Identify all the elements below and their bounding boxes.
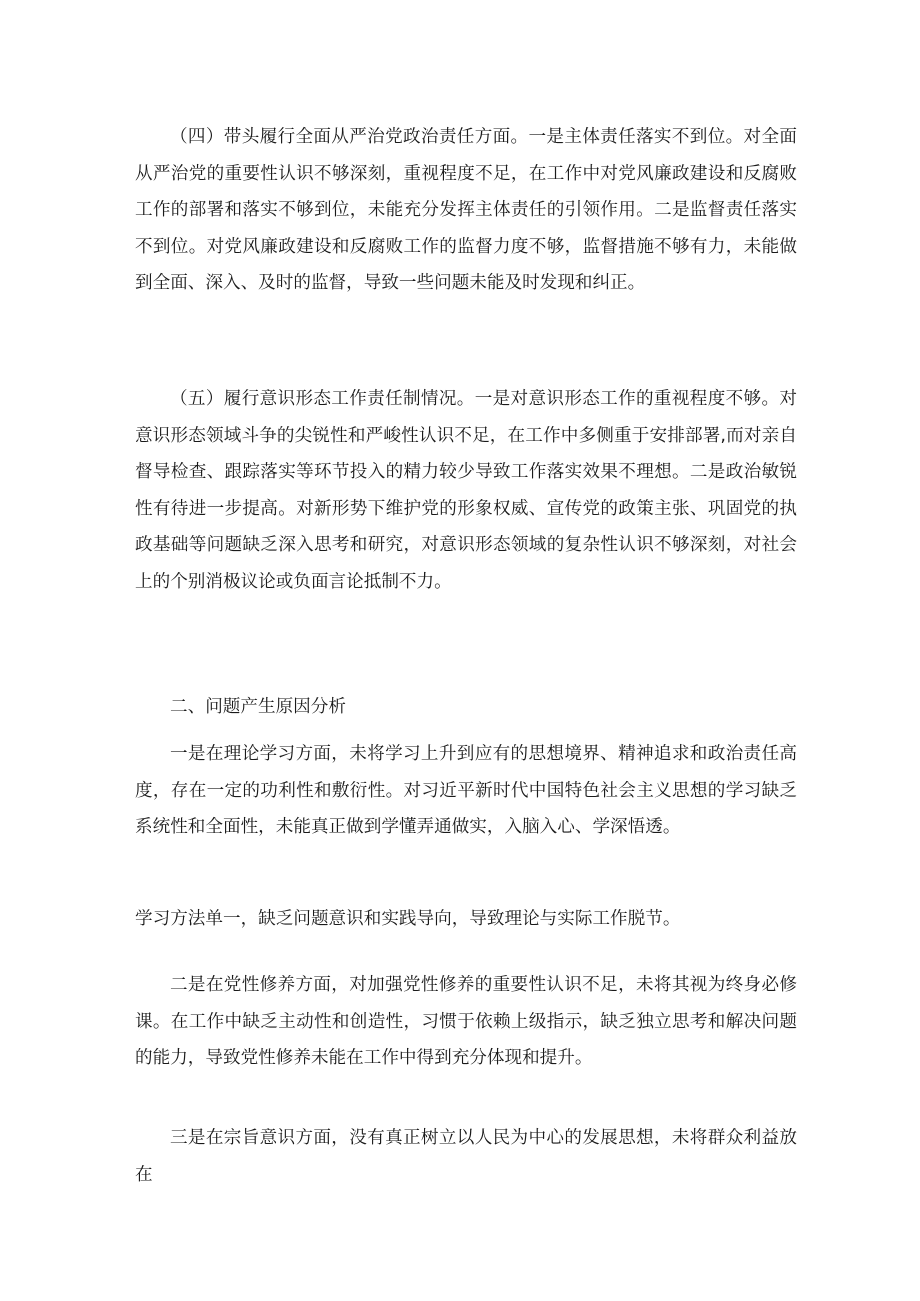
paragraph-theory-study: 一是在理论学习方面，未将学习上升到应有的思想境界、精神追求和政治责任高度，存在一定的功利性和敷衍性。对习近平新时代中国特色社会主义思想的学习缺乏系统性和全面性，未能真正做到学懂弄通做实，入脑入心、学深悟透。 <box>135 744 797 838</box>
paragraph-section-four: （四）带头履行全面从严治党政治责任方面。一是主体责任落实不到位。对全面从严治党的重要性认识不够深刻，重视程度不足，在工作中对党风廉政建设和反腐败工作的部署和落实不够到位，未能充分发挥主体责任的引领作用。二是监督责任落实不到位。对党风廉政建设和反腐败工作的监督力度不够，监督措施不够有力，未能做到全面、深入、及时的监督，导致一些问题未能及时发现和纠正。 <box>135 127 797 294</box>
section-heading-cause-analysis: 二、问题产生原因分析 <box>170 697 346 717</box>
paragraph-study-method: 学习方法单一，缺乏问题意识和实践导向，导致理论与实际工作脱节。 <box>135 909 681 929</box>
paragraph-purpose-awareness: 三是在宗旨意识方面，没有真正树立以人民为中心的发展思想，未将群众利益放在 <box>135 1128 797 1185</box>
paragraph-party-spirit: 二是在党性修养方面，对加强党性修养的重要性认识不足，未将其视为终身必修课。在工作中缺乏主动性和创造性，习惯于依赖上级指示，缺乏独立思考和解决问题的能力，导致党性修养未能在工作中得到充分体现和提升。 <box>135 975 797 1069</box>
paragraph-section-five: （五）履行意识形态工作责任制情况。一是对意识形态工作的重视程度不够。对意识形态领域斗争的尖锐性和严峻性认识不足，在工作中多侧重于安排部署,而对亲自督导检查、跟踪落实等环节投入的精力较少导致工作落实效果不理想。二是政治敏锐性有待进一步提高。对新形势下维护党的形象权威、宣传党的政策主张、巩固党的执政基础等问题缺乏深入思考和研究，对意识形态领域的复杂性认识不够深刻，对社会上的个别消极议论或负面言论抵制不力。 <box>135 389 797 592</box>
